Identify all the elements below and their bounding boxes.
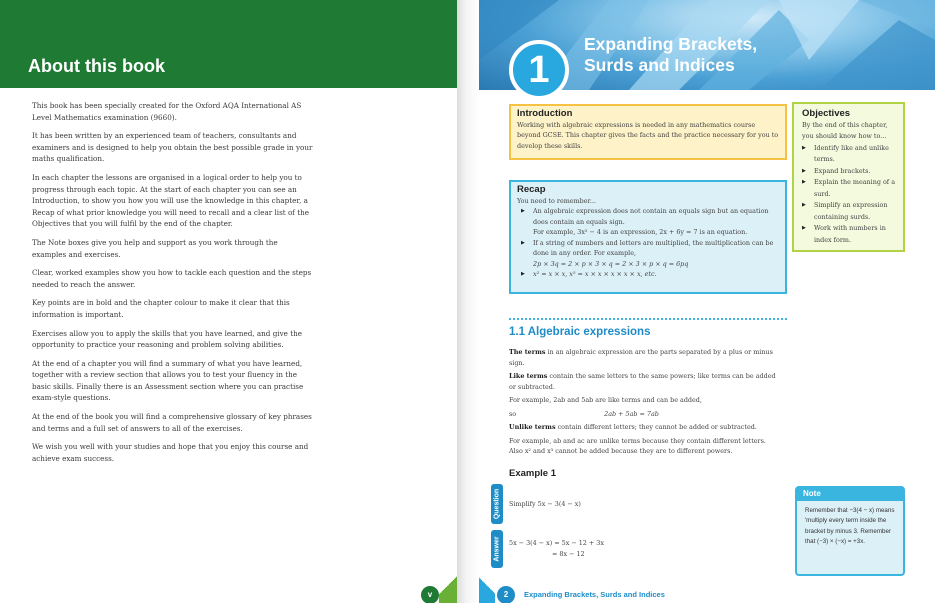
example-heading: Example 1 [509,468,556,479]
corner-decoration [479,568,495,603]
question-tab [491,484,503,524]
section-heading: 1.1 Algebraic expressions [509,326,651,338]
answer-line: = 8x − 12 [552,550,585,558]
paragraph: We wish you well with your studies and hope that you enjoy this course and achieve exam success. [32,442,309,463]
page-title: About this book [28,56,165,76]
paragraph [509,422,779,433]
paragraph: In each chapter the lessons are organised in a logical order to help you to progress through each topic. At the start of each chapter you can see an Introduction, to show you how you will use the knowledge in this chapter, a Recap of what prior knowledge you will need to recall and a clear list of the Objectives that you will fulfil by the end of the chapter. [32,172,310,229]
corner-decoration [439,568,457,603]
recap-box [509,180,787,294]
paragraph: This book has been specially created for the Oxford AQA International AS Level Mathematics examination (9660). [32,101,302,122]
recap-item-example: 2p × 3q = 2 × p × 3 × q = 2 × 3 × p × q = 6pq [533,259,689,268]
paragraph: The Note boxes give you help and support as you work through the examples and exercises. [32,237,278,259]
objective-item: ▶ Explain the meaning of a surd. [802,177,895,200]
recap-item-example: For example, 3x² − 4 is an expression, 2x + 6y = 7 is an equation. [533,228,748,236]
objectives-box [792,102,905,252]
paragraph [509,371,779,392]
chapter-title-line2: Surds and Indices [584,55,735,75]
answer-label: Answer [493,536,501,562]
book-gutter [457,0,479,603]
example-question: Simplify 5x − 3(4 − x) [509,500,581,508]
running-footer: Expanding Brackets, Surds and Indices [524,590,665,599]
answer-line: 5x − 3(4 − x) = 5x − 12 + 3x [509,539,604,547]
note-heading: Note [797,488,903,501]
paragraph: Exercises allow you to apply the skills that you have learned, and give the opportunity to practice your reasoning and problem solving abilities. [32,328,302,350]
paragraph: At the end of the book you will find a comprehensive glossary of key phrases and terms and a full set of answers to all of the exercises. [32,412,312,433]
about-text [32,100,314,471]
introduction-heading: Introduction [517,108,573,119]
objectives-lead: By the end of this chapter, you should know how to... [802,120,888,140]
key-term: The terms [509,348,546,356]
paragraph: For example, ab and ac are unlike terms because they contain different letters. [509,436,766,445]
key-term: Like terms [509,372,548,380]
paragraph [509,409,779,420]
section-body [509,347,779,460]
paragraph: Key points are in bold and the chapter colour to make it clear that this information is important. [32,298,290,319]
page-number: 2 [497,586,515,603]
section-divider [509,318,787,320]
objective-item: ▶ Work with numbers in index form. [802,223,895,246]
objective-item: ▶ Identify like and unlike terms. [802,143,895,166]
recap-lead: You need to remember... [517,196,596,205]
key-term: Unlike terms [509,423,556,431]
chapter-number-badge: 1 [509,40,569,100]
recap-item [517,238,779,270]
note-text: Remember that −3(4 − x) means 'multiply every term inside the bracket by minus 3. Remember that (−3) × (−x) = +3x. [805,506,895,545]
paragraph: Also x² and x³ cannot be added because they are to different powers. [509,447,733,455]
left-page [0,0,457,603]
paragraph: For example, 2ab and 5ab are like terms and can be added, [509,396,702,404]
objective-item: ▶ Simplify an expression containing surds. [802,200,895,223]
so-word: so [509,409,517,418]
recap-item-text: If a string of numbers and letters are multiplied, the multiplication can be done in any order. For example, [533,238,774,257]
objective-item: ▶ Expand brackets. [802,166,895,178]
introduction-box [509,104,787,160]
answer-tab [491,530,503,568]
paragraph [509,347,779,368]
page-number: v [421,586,439,603]
recap-item-text: An algebraic expression does not contain an equals sign but an equation does contain an equals sign. [533,207,769,226]
paragraph: It has been written by an experienced team of teachers, consultants and examiners and is designed to help you obtain the best possible grade in your maths qualification. [32,131,313,164]
example-answer [509,538,604,560]
introduction-text: Working with algebraic expressions is needed in any mathematics course beyond GCSE. This chapter gives the facts and the practice necessary for you to develop these skills. [517,120,779,150]
note-box [795,486,905,576]
recap-item [517,269,779,280]
chapter-title-line1: Expanding Brackets, [584,34,758,54]
chapter-title [584,34,757,76]
recap-item-text: x² = x × x, x⁵ = x × x × x × x × x, etc. [533,270,657,278]
paragraph-text: contain the same letters to the same powers; like terms can be added or subtracted. [509,372,776,391]
objectives-heading: Objectives [802,108,851,119]
recap-item [517,206,779,238]
paragraph-text: in an algebraic expression are the parts separated by a plus or minus sign. [509,348,773,367]
recap-heading: Recap [517,184,546,195]
equation: 2ab + 5ab = 7ab [604,409,659,418]
question-label: Question [493,488,501,520]
right-page [479,0,935,603]
paragraph: At the end of a chapter you will find a summary of what you have learned, together with a review section that allows you to test your fluency in the basic skills. Finally there is an Assessment section where you can practise exam-style questions. [32,358,304,403]
paragraph-text: contain different letters; they cannot be added or subtracted. [555,423,757,431]
paragraph: Clear, worked examples show you how to tackle each question and the steps needed to reach the answer. [32,268,312,289]
